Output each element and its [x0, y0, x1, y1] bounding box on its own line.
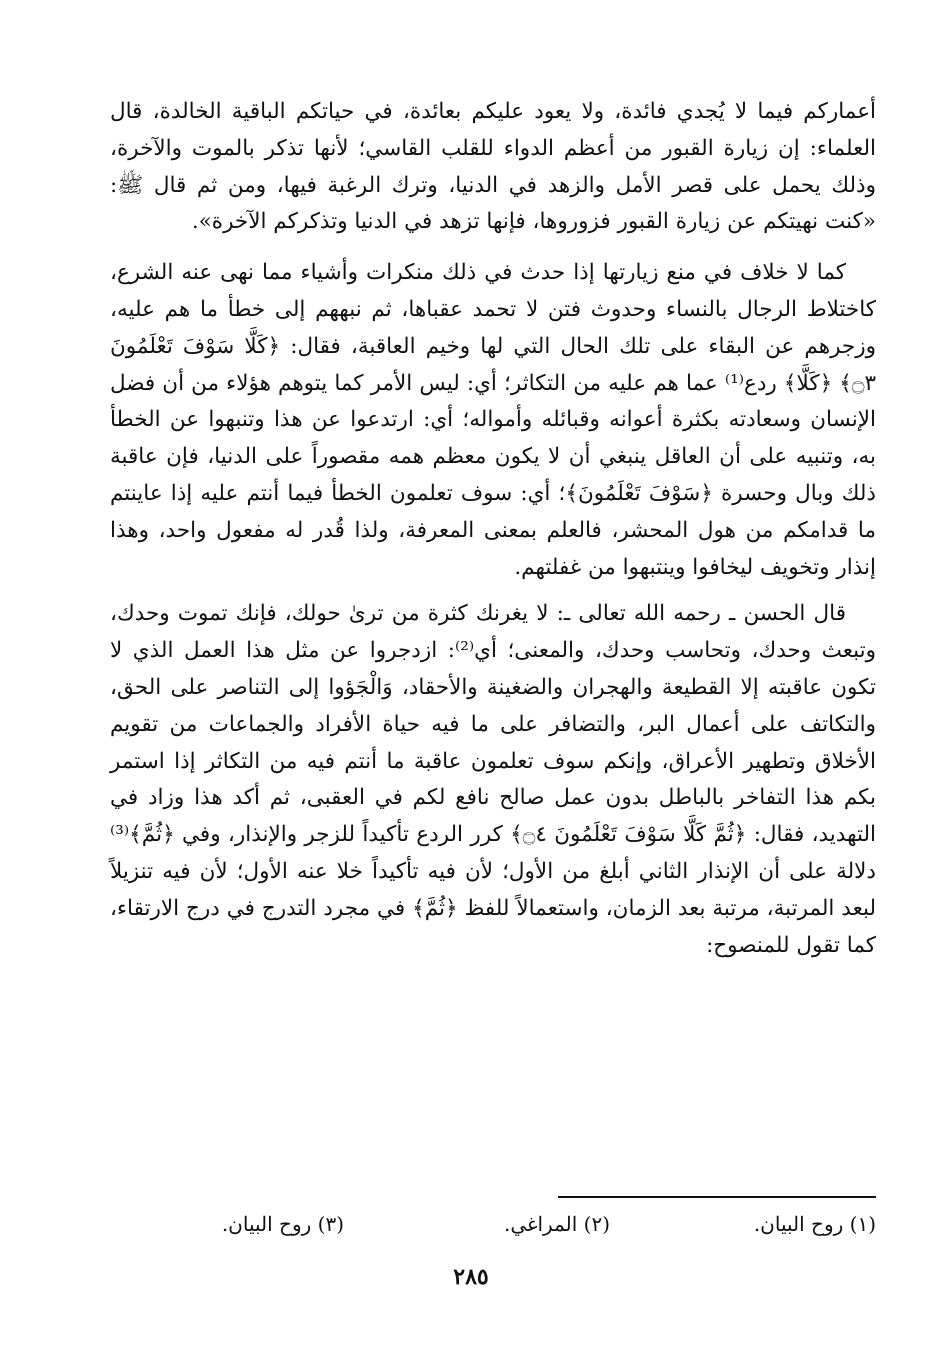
main-text — [110, 94, 876, 964]
paragraph-2: كما لا خلاف في منع زيارتها إذا حدث في ذلك منكرات وأشياء مما نهى عنه الشرع، كاختلاط الرجال بالنساء وحدوث فتن لا تحمد عقباها، ثم نبههم إلى خطأ ما هم عليه، وزجرهم عن البقاء على تلك الحال التي لها وخيم العاقبة، فقال: ﴿كَلَّا سَوْفَ تَعْلَمُونَ ۝٣﴾ ﴿كَلَّا﴾ ردع⁽¹⁾ عما هم عليه من التكاثر؛ أي: ليس الأمر كما يتوهم هؤلاء من أن فضل الإنسان وسعادته بكثرة أعوانه وقبائله وأمواله؛ أي: ارتدعوا عن هذا وتنبهوا عن الخطأ به، وتنبيه على أن العاقل ينبغي أن لا يكون معظم همه مقصوراً على الدنيا، فإن عاقبة ذلك وبال وحسرة ﴿سَوْفَ تَعْلَمُونَ﴾؛ أي: سوف تعلمون الخطأ فيما أنتم عليه إذا عاينتم ما قدامكم من هول المحشر، فالعلم بمعنى المعرفة، ولذا قُدر له مفعول واحد، وهذا إنذار وتخويف ليخافوا وينتبهوا من غفلتهم. — [110, 260, 877, 580]
page-number: ٢٨٥ — [453, 1264, 489, 1290]
paragraph-1: أعماركم فيما لا يُجدي فائدة، ولا يعود عليكم بعائدة، في حياتكم الباقية الخالدة، قال العلماء: إن زيارة القبور من أعظم الدواء للقلب القاسي؛ لأنها تذكر بالموت والآخرة، وذلك يحمل على قصر الأمل والزهد في الدنيا، وترك الرغبة فيها، ومن ثم قال ﷺ: «كنت نهيتكم عن زيارة القبور فزوروها، فإنها تزهد في الدنيا وتذكركم الآخرة». — [110, 99, 876, 235]
paragraph-3: قال الحسن ـ رحمه الله تعالى ـ: لا يغرنك كثرة من ترىٰ حولك، فإنك تموت وحدك، وتبعث وحدك، وتحاسب وحدك، والمعنى؛ أي⁽²⁾: ازدجروا عن مثل هذا العمل الذي لا تكون عاقبته إلا القطيعة والهجران والضغينة والأحقاد، وَالْجَؤوا إلى التناصر على الحق، والتكاتف على أعمال البر، والتضافر على ما فيه حياة الأفراد والجماعات من تقويم الأخلاق وتطهير الأعراق، وإنكم سوف تعلمون عاقبة ما أنتم فيه من التكاثر إذا استمر بكم هذا التفاخر بالباطل بدون عمل صالح نافع لكم في العقبى، ثم أكد هذا وزاد في التهديد، فقال: ﴿ثُمَّ كَلَّا سَوْفَ تَعْلَمُونَ ۝٤﴾ كرر الردع تأكيداً للزجر والإنذار، وفي ﴿ثُمَّ﴾⁽³⁾ دلالة على أن الإنذار الثاني أبلغ من الأول؛ لأن فيه تأكيداً خلا عنه الأول؛ لأن فيه تنزيلاً لبعد المرتبة، مرتبة بعد الزمان، واستعمالاً للفظ ﴿ثُمَّ﴾ في مجرد التدرج في درج الارتقاء، كما تقول للمنصوح: — [110, 601, 877, 958]
paragraph-spacer — [110, 586, 876, 596]
footnote-separator — [558, 1196, 876, 1198]
footnotes — [110, 1212, 876, 1242]
footnote-1: (١) روح البيان. — [753, 1212, 876, 1236]
paragraph-spacer — [110, 241, 876, 255]
footnote-2: (٢) المراغي. — [503, 1212, 610, 1236]
footnote-3: (٣) روح البيان. — [221, 1212, 344, 1236]
